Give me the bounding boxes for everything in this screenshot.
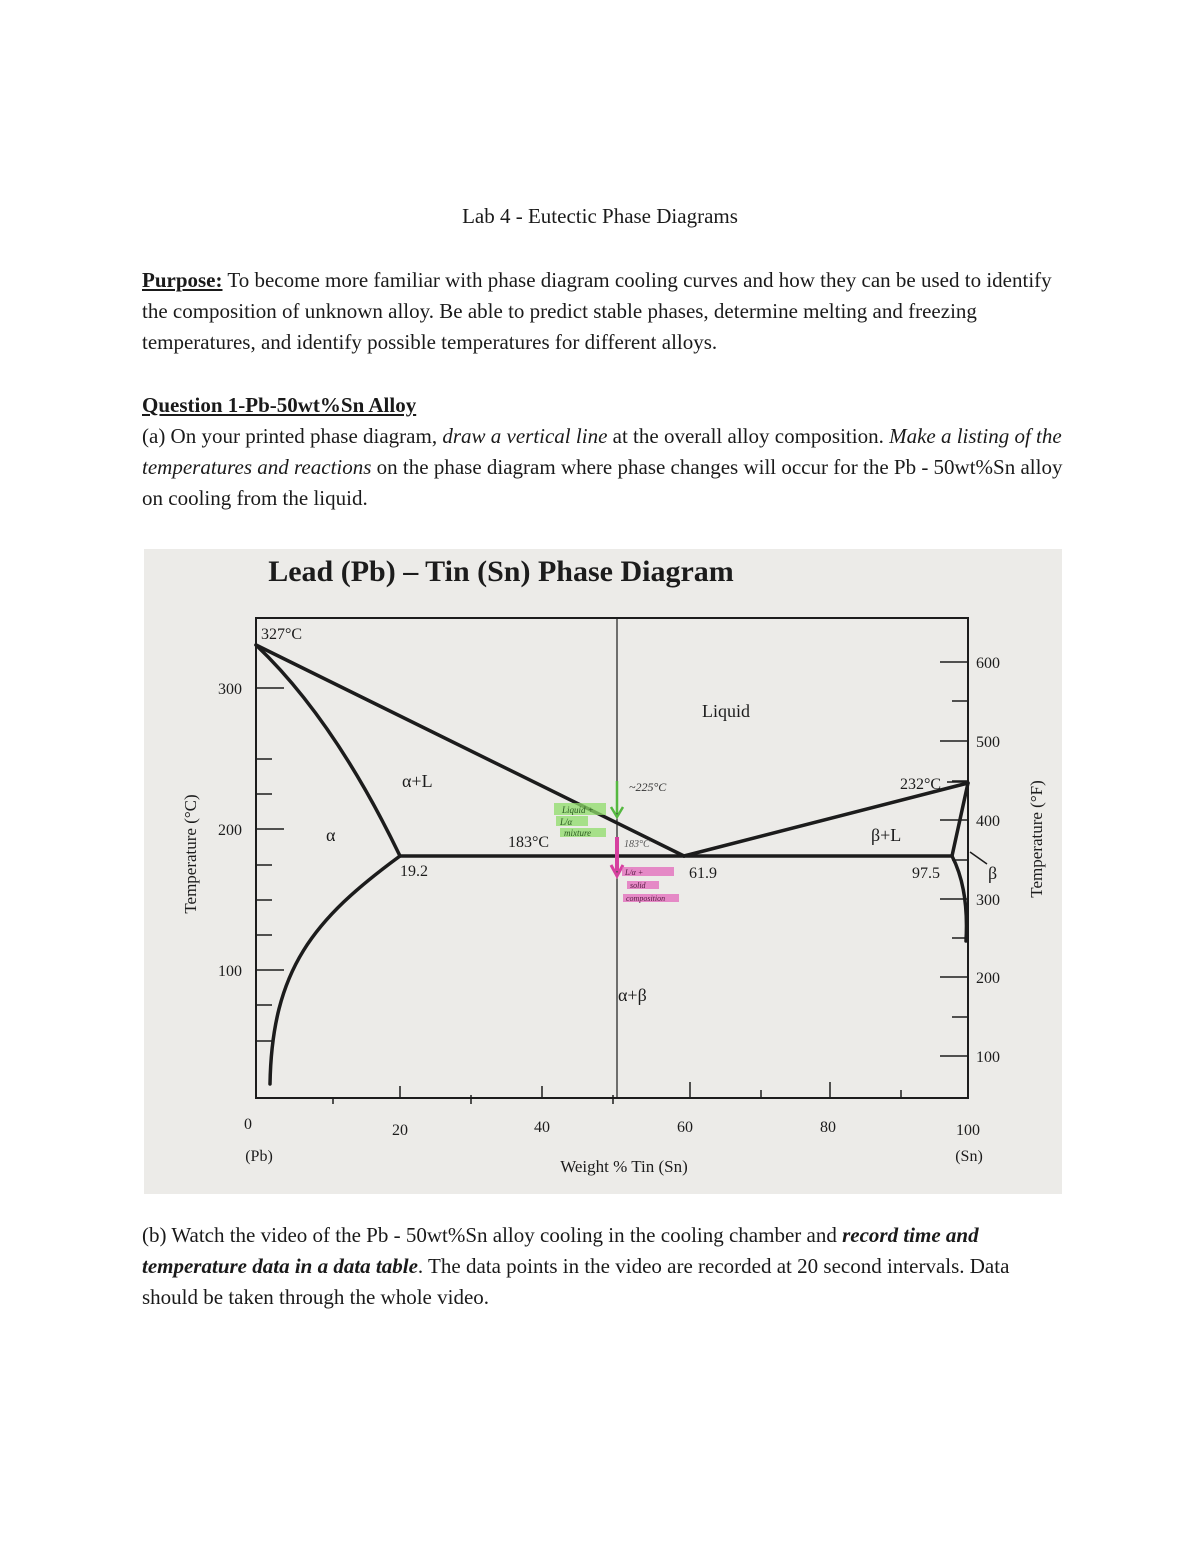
q1b-text-end: . The data points in the video are recorded at 20 second intervals. Data should be taken through the whole video. [142,1254,1010,1309]
green-note-2: L/α [560,817,573,827]
label-alpha: α [326,825,336,845]
x-tick-80: 80 [820,1119,836,1136]
y-tick-c-200: 200 [218,822,242,839]
label-eutectic-temp: 183°C [508,834,550,851]
handwritten-eutectic-temp: 183°C [624,839,650,850]
x-tick-20: 20 [392,1122,408,1139]
q1b-text-start: (b) Watch the video of the Pb - 50wt%Sn alloy cooling in the cooling chamber and [142,1223,843,1247]
diagram-title: Lead (Pb) – Tin (Sn) Phase Diagram [268,555,734,588]
x-tick-0: 0 [244,1116,252,1133]
label-liquid: Liquid [702,701,750,721]
pink-note-2: solid [630,881,646,890]
question-1-heading: Question 1-Pb-50wt%Sn Alloy [142,393,417,417]
label-beta-plus-liquid: β+L [871,825,902,845]
x-tick-40: 40 [534,1119,550,1136]
y-tick-f-400: 400 [976,813,1000,830]
label-alpha-plus-beta: α+β [618,985,647,1005]
label-alpha-plus-liquid: α+L [402,771,433,791]
q1a-emphasis-2: Make a listing of the temperatures and reactions [142,424,1062,479]
label-alpha-limit: 19.2 [400,863,428,880]
question-1b-text [142,1220,1067,1313]
q1b-emphasis: record time and temperature data in a data table [142,1223,979,1278]
x-tick-60: 60 [677,1119,693,1136]
purpose-label: Purpose: [142,268,223,292]
y-tick-f-500: 500 [976,734,1000,751]
handwritten-liquidus-temp: ~225°C [629,780,667,794]
y-axis-label-celsius: Temperature (°C) [181,794,200,914]
q1a-text-end: on the phase diagram where phase changes will occur for the Pb - 50wt%Sn alloy on cooling from the liquid. [142,455,1063,510]
q1a-text-middle: at the overall alloy composition. [607,424,890,448]
green-note-3: mixture [564,828,592,838]
y-axis-label-fahrenheit: Temperature (°F) [1027,780,1046,898]
y-tick-c-300: 300 [218,681,242,698]
label-beta: β [988,863,998,883]
question-1-block [142,390,1067,514]
phase-diagram-photo [144,549,1062,1194]
pink-note-1: L/α + [625,868,644,877]
y-tick-f-100: 100 [976,1049,1000,1066]
y-tick-f-300: 300 [976,892,1000,909]
pink-note-3: composition [626,894,666,903]
green-note-1: Liquid + [562,805,594,815]
q1a-emphasis-1: draw a vertical line [442,424,608,448]
label-sn-melting: 232°C [900,776,942,793]
label-eutectic-composition: 61.9 [689,865,717,882]
label-pb-melting: 327°C [261,626,303,643]
q1a-text-start: (a) On your printed phase diagram, [142,424,443,448]
purpose-paragraph [142,265,1067,358]
x-axis-label: Weight % Tin (Sn) [560,1157,688,1176]
purpose-text: To become more familiar with phase diagram cooling curves and how they can be used to identify the composition of unknown alloy. Be able to predict stable phases, determine melting and freezing temperatures, and identify possible temperatures for different alloys. [142,268,1052,354]
question-1a-text [142,421,1067,514]
page-title: Lab 4 - Eutectic Phase Diagrams [462,204,738,228]
x-end-sn: (Sn) [955,1148,983,1165]
x-tick-100: 100 [956,1122,980,1139]
y-tick-f-200: 200 [976,970,1000,987]
y-tick-c-100: 100 [218,963,242,980]
y-tick-f-600: 600 [976,655,1000,672]
x-end-pb: (Pb) [245,1148,273,1165]
phase-diagram-svg [144,549,1062,1194]
label-beta-limit: 97.5 [912,865,940,882]
